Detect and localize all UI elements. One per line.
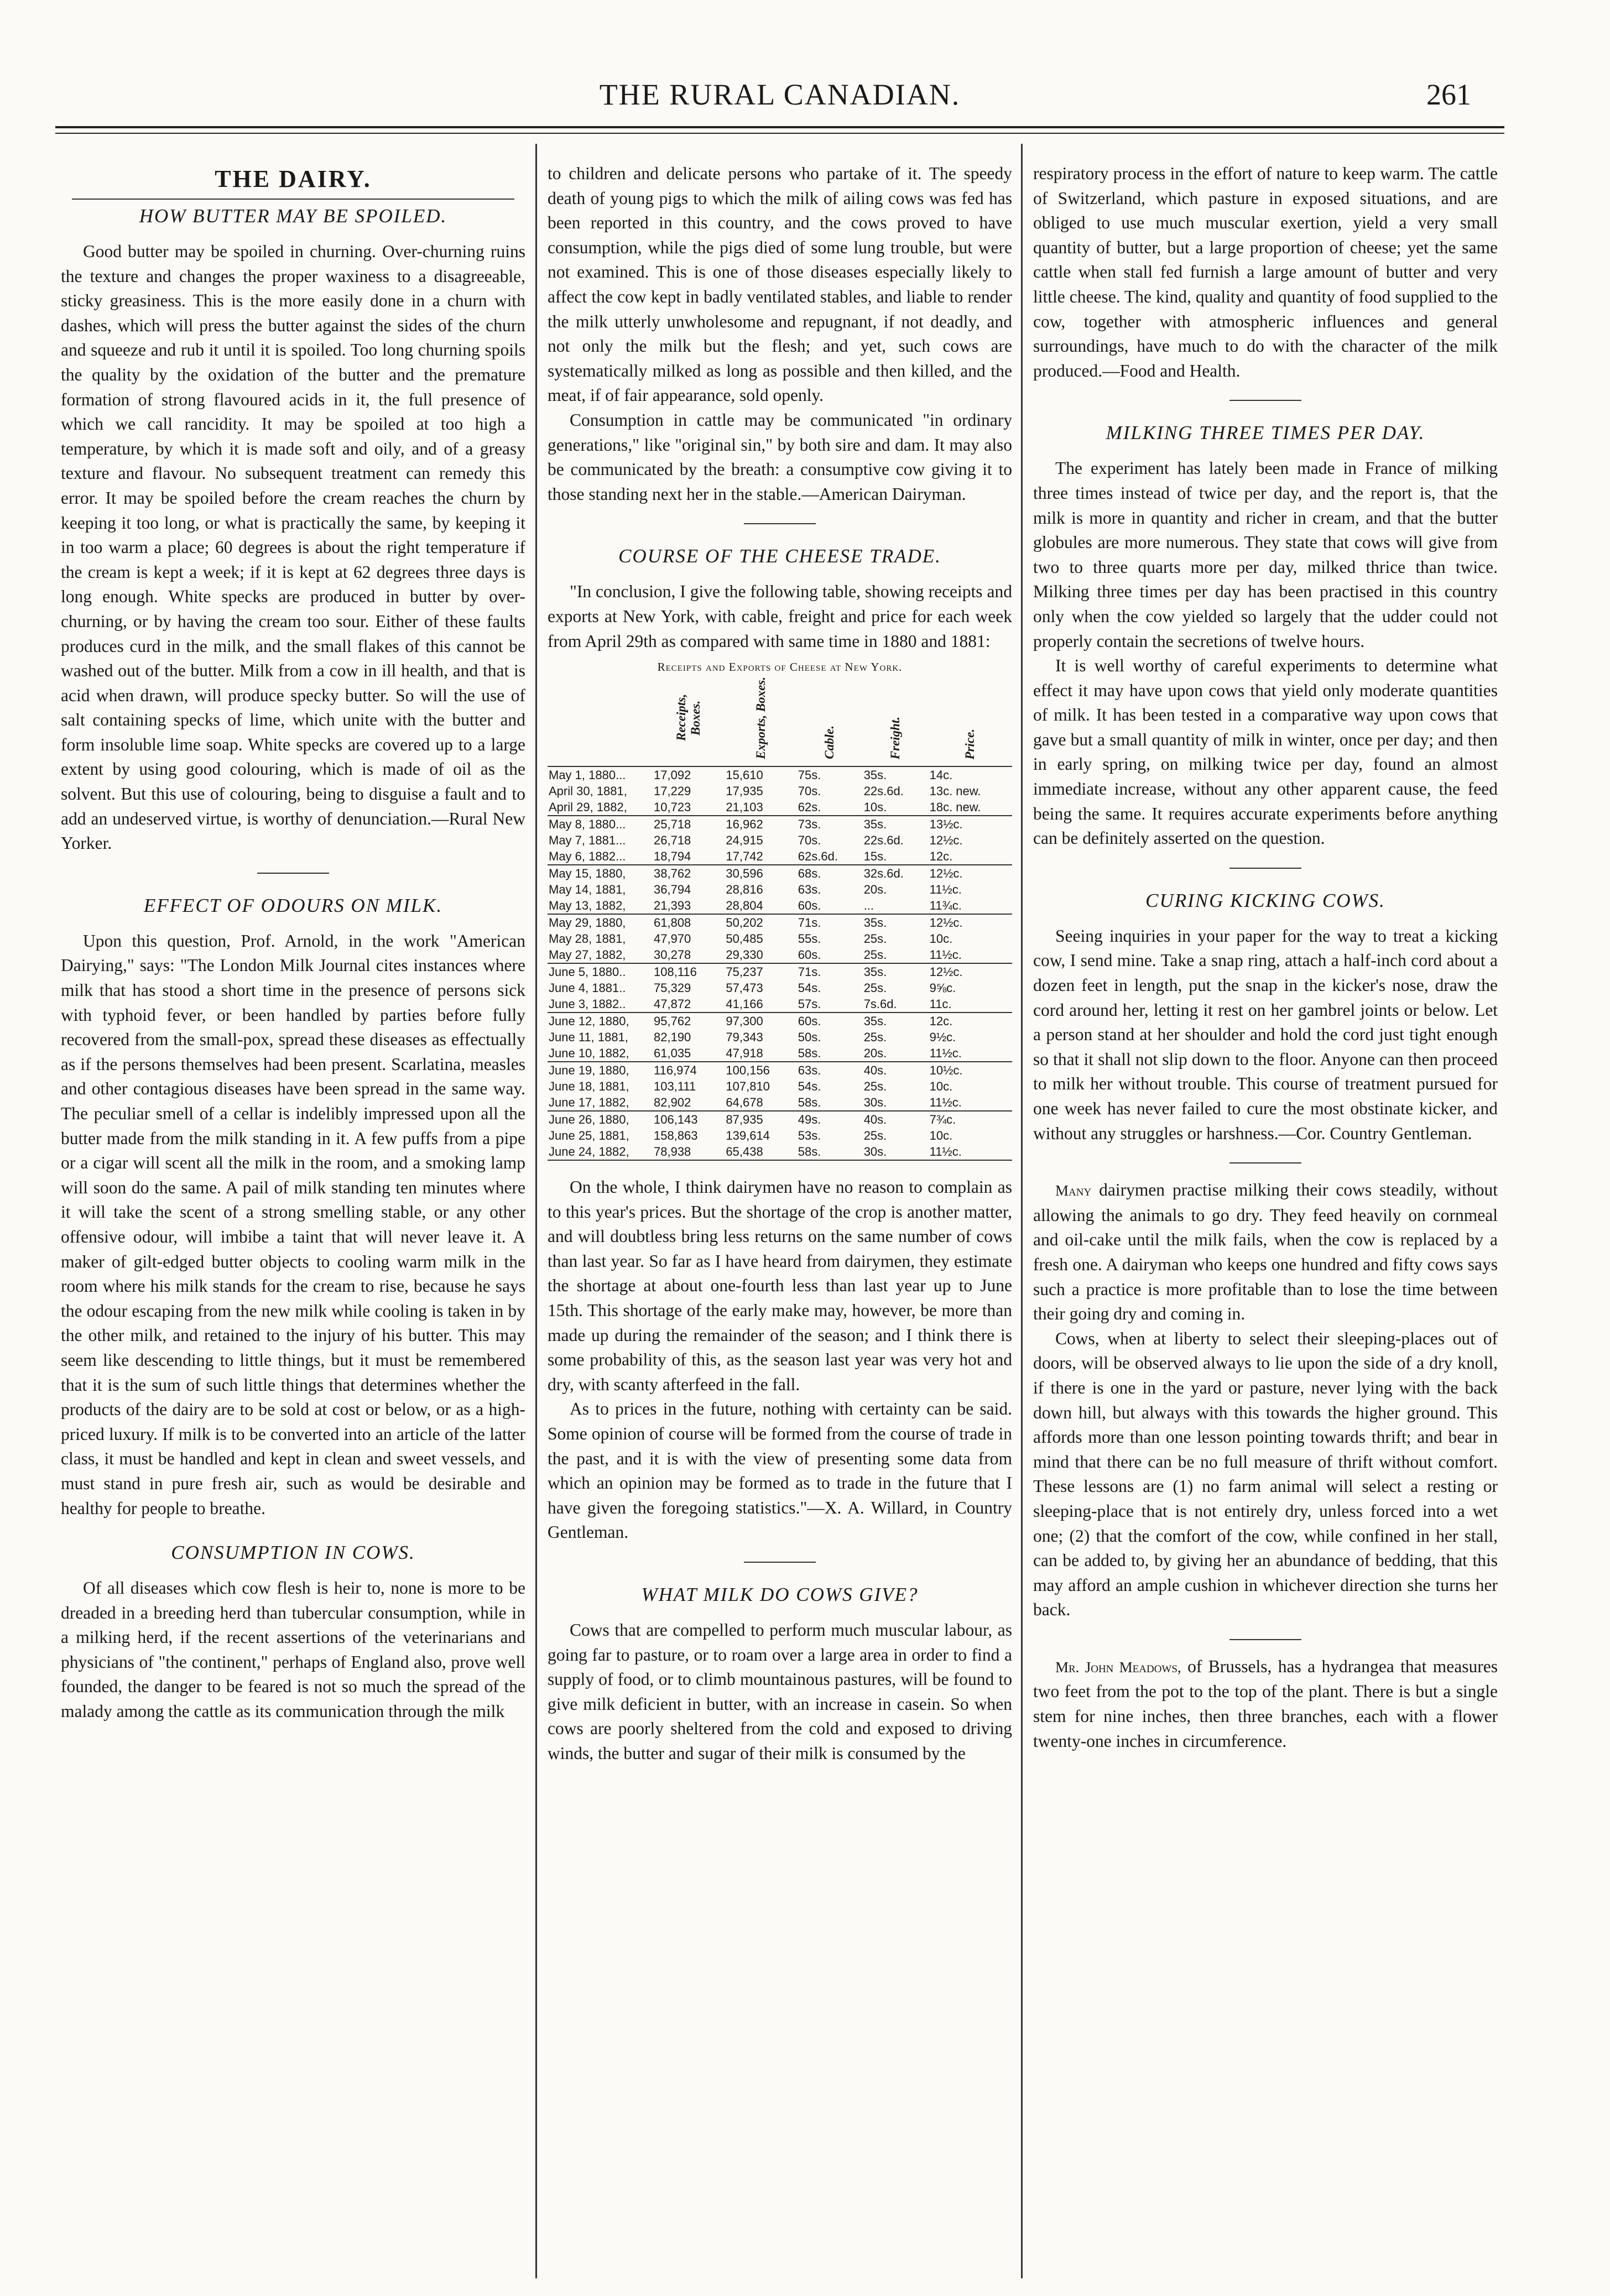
table-cell: 73s. xyxy=(797,816,863,832)
article-body-butter: Good butter may be spoiled in churning. Over-churning ruins the texture and changes the proper waxiness to a disagreeable, sticky greasiness. This is the more easily done in a churn with dashes, which will press the butter against the sides of the churn and squeeze and rub it until it is spoiled. Too long churning spoils the quality by the oxidation of the butter and the premature formation of strong flavoured acids in it, the full presence of which we call rancidity. It may be spoiled at too high a temperature, by which it is made soft and oily, and of a greasy texture and flavour. No subsequent treatment can remedy this error. It may be spoiled before the cream reaches the churn by keeping it too long, or what is practically the same, by keeping it in too warm a place; 60 degrees is about the right temperature if the cream is kept a week; if it is kept at 62 degrees three days is long enough. White specks are produced in butter by over-churning, or by having the cream too sour. Either of these faults produces curd in the milk, and the small flakes of this cannot be washed out of the butter. Milk from a cow in ill health, and that is acid when drawn, will produce specky butter. So will the use of salt containing specks of lime, which unite with the butter and form insoluble lime soap. White specks are covered up to a large extent by using good colouring, which is made of oil as the solvent. But this use of colouring, being to disguise a fault and to add an undeserved virtue, is worthy of denunciation.—Rural New Yorker. xyxy=(61,242,525,853)
table-cell: 35s. xyxy=(863,1013,929,1029)
table-row xyxy=(548,799,1012,816)
table-row xyxy=(548,766,1012,783)
table-header-cable: Cable. xyxy=(797,676,863,766)
article-title-cheese: COURSE OF THE CHEESE TRADE. xyxy=(618,545,941,567)
table-cell: 57s. xyxy=(798,997,821,1011)
cheese-intro: "In conclusion, I give the following table, showing receipts and exports at New York, with cable, freight and price for each week from April 29th as compared with same time in 1880 and 1881: xyxy=(548,582,1012,651)
table-cell: 71s. xyxy=(797,914,863,931)
table-cell: 12½c. xyxy=(929,833,963,848)
table-cell: 64,678 xyxy=(726,1095,763,1110)
article-body-odours: Upon this question, Prof. Arnold, in the work "American Dairying," says: "The London Milk Journal cites instances where milk that has stood a short time in the presence of persons sick with typhoid fever, or been handled by parties before fully recovered from the small-pox, spread these diseases as effectually as if the persons themselves had been present. Scarlatina, measles and other contagious diseases have been spread in the same way. The peculiar smell of a cellar is indelibly impressed upon all the butter made from the milk standing in it. A few puffs from a pipe or a cigar will scent all the milk in the room, and a smoking lamp will soon do the same. A pail of milk standing ten minutes where it will take the scent of a strong smelling stable, or any other offensive odour, will imbibe a taint that will never leave it. A maker of gilt-edged butter objects to cooling warm milk in the room where his milk stands for the cream to rise, because he says the odour escaping from the new milk while cooling is taken in by the other milk, and retained to the injury of his butter. This may seem like descending to little things, but it must be remembered that it is the sum of such little things that determines whether the products of the dairy are to be sold at cost or below, or as a high-priced luxury. If milk is to be converted into an article of the latter class, it must be handled and kept in clean and sweet vessels, and must stand in pure fresh air, such as would be desirable and healthy for people to breathe. xyxy=(61,931,525,1518)
table-cell: 10,723 xyxy=(654,800,691,815)
table-cell: 82,190 xyxy=(654,1030,691,1045)
table-cell: 63s. xyxy=(797,1062,863,1078)
table-cell: 12½c. xyxy=(929,865,1012,881)
table-cell: 26,718 xyxy=(654,833,691,848)
table-cell: 30,596 xyxy=(725,865,796,881)
table-cell-date: May 7, 1881... xyxy=(549,833,626,848)
table-cell: 21,393 xyxy=(654,899,691,913)
article-title-milk: WHAT MILK DO COWS GIVE? xyxy=(641,1584,919,1605)
milk-continued: respiratory process in the effort of nature to keep warm. The cattle of Switzerland, which pasture in exposed situations, and are obliged to use much muscular exertion, yield a very small quantity of butter, but a large proportion of cheese; yet the same cattle when stall fed furnish a large amount of butter and very little cheese. The kind, quality and quantity of food supplied to the cow, together with atmospheric influences and general surroundings, have much to do with the character of the milk produced.—Food and Health. xyxy=(1033,164,1498,380)
table-cell-date: May 15, 1880, xyxy=(548,865,653,881)
header-rule-bottom xyxy=(55,133,1504,134)
column-2 xyxy=(548,161,1012,2285)
table-cell: 24,915 xyxy=(726,833,763,848)
table-cell: 53s. xyxy=(798,1129,821,1143)
table-cell: 55s. xyxy=(798,932,821,946)
cheese-trade-table xyxy=(548,676,1012,1161)
table-cell: ... xyxy=(863,899,874,913)
table-cell: 20s. xyxy=(863,883,887,897)
table-cell: 11½c. xyxy=(929,948,962,962)
column-3 xyxy=(1033,161,1498,2285)
table-cell-date: June 17, 1882, xyxy=(549,1095,629,1110)
table-cell: 9⅝c. xyxy=(929,981,956,995)
table-cell: 75s. xyxy=(798,768,821,782)
table-cell-date: May 1, 1880... xyxy=(549,768,626,782)
consumption-paragraph: Consumption in cattle may be communicated "in ordinary generations," like "original sin," by both sire and dam. It may also be communicated by the breath: a consumptive cow giving it to those standing next her in the stable.—American Dairyman. xyxy=(548,410,1012,504)
table-cell-date: June 25, 1881, xyxy=(549,1129,629,1143)
table-cell: 139,614 xyxy=(726,1129,770,1143)
table-row xyxy=(548,897,1012,914)
table-cell: 97,300 xyxy=(725,1013,796,1029)
table-cell: 78,938 xyxy=(653,1144,725,1160)
table-row xyxy=(548,931,1012,947)
milking-paragraph-1: The experiment has lately been made in France of milking three times instead of twice per day, and the report is, that the milk is more in quantity and richer in cream, and that the butter globules are more numerous. They state that cows will give from two to three quarts more per day, milked thrice than twice. Milking three times per day has been practised in this country only when the cow yielded so largely that the udder could not properly contain the secretions of twelve hours. xyxy=(1033,458,1498,651)
article-body-milk: Cows that are compelled to perform much muscular labour, as going far to pasture, or to roam over a large area in order to find a supply of food, or to climb mountainous pastures, will be found to give milk deficient in butter, with an increase in casein. So when cows are poorly sheltered from the cold and exposed to driving winds, the butter and sugar of their milk is consumed by the xyxy=(548,1620,1012,1763)
article-separator xyxy=(1229,1639,1301,1640)
table-cell: 60s. xyxy=(798,948,821,962)
table-cell-date: June 19, 1880, xyxy=(548,1062,653,1078)
table-cell: 58s. xyxy=(797,1144,863,1160)
table-header-date xyxy=(548,676,653,766)
table-cell: 41,166 xyxy=(726,997,763,1011)
note-text: dairymen practise milking their cows steadily, without allowing the animals to go dry. They feed heavily on cornmeal and oil-cake until the milk fails, when the cow is replaced by a fresh one. A dairyman who keeps one hundred and fifty cows says such a practice is more profitable than to lose the time between their going dry and coming in. xyxy=(1033,1180,1498,1324)
table-row xyxy=(548,1128,1012,1144)
table-body xyxy=(548,766,1012,1160)
note-dairymen-paragraph-1 xyxy=(1033,1178,1498,1327)
table-cell: 62s.6d. xyxy=(798,849,838,864)
table-cell: 82,902 xyxy=(654,1095,691,1110)
table-cell: 22s.6d. xyxy=(863,833,904,848)
table-row xyxy=(548,996,1012,1013)
table-cell: 11½c. xyxy=(929,1046,962,1061)
table-cell: 13½c. xyxy=(929,816,1012,832)
table-row xyxy=(548,963,1012,980)
table-cell: 12½c. xyxy=(929,914,1012,931)
table-row xyxy=(548,1029,1012,1045)
column-rule-right xyxy=(1021,144,1023,2278)
table-cell-date: June 26, 1880, xyxy=(548,1111,653,1128)
table-header-freight: Freight. xyxy=(863,676,929,766)
table-cell-date: May 28, 1881, xyxy=(549,932,626,946)
table-cell: 61,808 xyxy=(653,914,725,931)
note-lead: Mr. John Meadows, xyxy=(1055,1658,1181,1676)
table-cell-date: May 6, 1882... xyxy=(549,849,626,864)
article-separator xyxy=(1229,1162,1301,1163)
table-header-price: Price. xyxy=(929,676,1012,766)
table-cell: 38,762 xyxy=(653,865,725,881)
table-cell: 25s. xyxy=(863,1030,887,1045)
table-row xyxy=(548,1062,1012,1078)
table-cell: 65,438 xyxy=(725,1144,796,1160)
table-cell: 75,329 xyxy=(654,981,691,995)
table-cell: 25s. xyxy=(863,1129,887,1143)
article-separator xyxy=(257,873,329,874)
table-cell: 12½c. xyxy=(929,963,1012,980)
table-cell: 15,610 xyxy=(726,768,763,782)
table-row xyxy=(548,1013,1012,1029)
table-row xyxy=(548,1111,1012,1128)
table-cell: 13c. new. xyxy=(929,784,981,799)
table-row xyxy=(548,865,1012,881)
table-cell: 106,143 xyxy=(653,1111,725,1128)
table-cell: 60s. xyxy=(798,899,821,913)
table-cell: 50,485 xyxy=(726,932,763,946)
table-cell: 35s. xyxy=(863,768,887,782)
table-row xyxy=(548,832,1012,848)
table-cell: 36,794 xyxy=(654,883,691,897)
note-lead: Many xyxy=(1055,1182,1092,1199)
table-row xyxy=(548,1144,1012,1160)
table-cell: 95,762 xyxy=(653,1013,725,1029)
table-cell: 32s.6d. xyxy=(863,865,929,881)
table-header-exports: Exports, Boxes. xyxy=(725,676,796,766)
cheese-paragraph-2: As to prices in the future, nothing with certainty can be said. Some opinion of course will be formed from the course of trade in the past, and it is with the view of presenting some data from which an opinion may be formed as to trade in the future that I have given the foregoing statistics."—X. A. Willard, in Country Gentleman. xyxy=(548,1399,1012,1542)
table-cell: 17,092 xyxy=(654,768,691,782)
table-cell: 70s. xyxy=(798,784,821,799)
table-cell-date: May 14, 1881, xyxy=(549,883,626,897)
table-cell: 71s. xyxy=(797,963,863,980)
table-cell: 103,111 xyxy=(654,1079,696,1094)
table-cell-date: June 24, 1882, xyxy=(548,1144,653,1160)
note-text: of Brussels, has a hydrangea that measures two feet from the pot to the top of the plant. There is but a single stem for nine inches, then three branches, each with a flower twenty-one inches in circumference. xyxy=(1033,1656,1498,1751)
table-cell: 57,473 xyxy=(726,981,763,995)
table-cell: 12c. xyxy=(929,849,953,864)
table-cell: 28,816 xyxy=(726,883,763,897)
table-cell: 50s. xyxy=(798,1030,821,1045)
table-cell: 25s. xyxy=(863,948,887,962)
page-number: 261 xyxy=(1426,78,1471,111)
table-cell: 47,970 xyxy=(654,932,691,946)
table-cell-date: May 29, 1880, xyxy=(548,914,653,931)
article-title-butter: HOW BUTTER MAY BE SPOILED. xyxy=(139,205,447,227)
table-cell: 49s. xyxy=(797,1111,863,1128)
running-title: THE RURAL CANADIAN. xyxy=(599,78,961,111)
table-cell: 30,278 xyxy=(654,948,691,962)
table-cell: 10c. xyxy=(929,1079,953,1094)
table-row xyxy=(548,783,1012,799)
table-cell: 21,103 xyxy=(726,800,763,815)
table-cell-date: June 4, 1881.. xyxy=(549,981,626,995)
table-cell: 116,974 xyxy=(653,1062,725,1078)
article-title-consumption: CONSUMPTION IN COWS. xyxy=(171,1542,415,1564)
table-cell: 100,156 xyxy=(725,1062,796,1078)
table-cell: 14c. xyxy=(929,768,953,782)
table-cell: 62s. xyxy=(798,800,821,815)
table-row xyxy=(548,816,1012,832)
table-cell: 47,872 xyxy=(654,997,691,1011)
table-cell: 87,935 xyxy=(725,1111,796,1128)
table-cell: 25,718 xyxy=(653,816,725,832)
article-separator xyxy=(744,523,816,524)
table-cell: 20s. xyxy=(863,1046,887,1061)
column-rule-left xyxy=(535,144,537,2278)
table-cell: 10s. xyxy=(863,800,887,815)
table-cell: 58s. xyxy=(798,1046,821,1061)
table-cell: 25s. xyxy=(863,981,887,995)
table-cell: 158,863 xyxy=(654,1129,698,1143)
table-row xyxy=(548,980,1012,996)
table-cell: 25s. xyxy=(863,1079,887,1094)
consumption-continued: to children and delicate persons who partake of it. The speedy death of young pigs to which the milk of ailing cows was fed has been reported in this country, and the cows proved to have consumption, while the pigs died of some lung trouble, but were not examined. This is one of those diseases especially likely to affect the cow kept in badly ventilated stables, and liable to render the milk utterly unwholesome and repugnant, if not deadly, and not only the milk but the flesh; and yet, such cows are systematically milked as long as possible and then killed, and the meat, if of fair appearance, sold openly. xyxy=(548,164,1012,405)
table-cell: 70s. xyxy=(798,833,821,848)
column-1 xyxy=(61,161,525,2285)
table-cell: 12c. xyxy=(929,1013,1012,1029)
table-cell-date: June 10, 1882, xyxy=(549,1046,629,1061)
table-cell-date: May 27, 1882, xyxy=(549,948,626,962)
article-title-odours: EFFECT OF ODOURS ON MILK. xyxy=(143,894,443,916)
table-cell: 11½c. xyxy=(929,1095,962,1110)
table-cell: 11½c. xyxy=(929,883,962,897)
table-cell: 58s. xyxy=(798,1095,821,1110)
table-cell: 50,202 xyxy=(725,914,796,931)
table-cell: 22s.6d. xyxy=(863,784,904,799)
page-header xyxy=(55,77,1504,116)
table-cell: 17,742 xyxy=(726,849,763,864)
table-row xyxy=(548,914,1012,931)
table-cell: 17,935 xyxy=(726,784,763,799)
table-row xyxy=(548,1094,1012,1111)
table-cell: 79,343 xyxy=(726,1030,763,1045)
article-separator xyxy=(744,1562,816,1563)
table-cell: 47,918 xyxy=(726,1046,763,1061)
table-cell: 25s. xyxy=(863,932,887,946)
table-cell: 18,794 xyxy=(654,849,691,864)
table-cell-date: June 12, 1880, xyxy=(548,1013,653,1029)
article-title-milking: MILKING THREE TIMES PER DAY. xyxy=(1106,422,1425,444)
table-cell: 7s.6d. xyxy=(863,997,897,1011)
table-cell-date: April 30, 1881, xyxy=(549,784,627,799)
table-cell: 28,804 xyxy=(726,899,763,913)
table-cell: 16,962 xyxy=(725,816,796,832)
department-heading: THE DAIRY. xyxy=(215,165,372,192)
table-cell: 11¾c. xyxy=(929,899,962,913)
table-cell: 29,330 xyxy=(726,948,763,962)
table-cell: 11½c. xyxy=(929,1144,1012,1160)
article-title-kicking: CURING KICKING COWS. xyxy=(1145,889,1385,911)
table-row xyxy=(548,1045,1012,1062)
table-cell: 61,035 xyxy=(654,1046,691,1061)
table-row xyxy=(548,1078,1012,1094)
table-cell: 68s. xyxy=(797,865,863,881)
table-cell: 35s. xyxy=(863,816,929,832)
table-cell: 10c. xyxy=(929,932,953,946)
table-cell: 30s. xyxy=(863,1095,887,1110)
table-cell-date: May 8, 1880... xyxy=(548,816,653,832)
table-cell: 15s. xyxy=(863,849,887,864)
header-rule-top xyxy=(55,126,1504,128)
table-row xyxy=(548,848,1012,865)
article-separator xyxy=(1229,868,1301,869)
table-cell-date: April 29, 1882, xyxy=(549,800,627,815)
table-cell: 11c. xyxy=(929,997,952,1011)
table-cell: 107,810 xyxy=(726,1079,770,1094)
table-cell: 18c. new. xyxy=(929,800,981,815)
milking-paragraph-2: It is well worthy of careful experiments to determine what effect it may have upon cows that yield only moderate quantities of milk. It has been tested in a comparative way upon cows that gave but a small quantity of milk in winter, once per day; and then in early spring, on milking twice per day, found an almost immediate increase, without any other apparent cause, the feed being the same. It requires accurate experiments before anything can be definitely asserted on the question. xyxy=(1033,656,1498,848)
table-cell-date: June 18, 1881, xyxy=(549,1079,629,1094)
note-hydrangea xyxy=(1033,1655,1498,1754)
table-cell: 40s. xyxy=(863,1111,929,1128)
table-cell: 10c. xyxy=(929,1129,953,1143)
table-row xyxy=(548,881,1012,897)
table-cell: 35s. xyxy=(863,963,929,980)
table-cell: 35s. xyxy=(863,914,929,931)
article-body-kicking: Seeing inquiries in your paper for the way to treat a kicking cow, I send mine. Take a snap ring, attach a half-inch cord about a dozen feet in length, put the snap in the kicker's nose, draw the cord around her, letting it rest on her gambrel joints or below. Let a person stand at her shoulder and hold the cord just tight enough so that it shall not slip down to the floor. Anyone can then proceed to milk her without trouble. This course of treatment pursued for one week has never failed to cure the most obstinate kicker, and without any struggles or harshness.—Cor. Country Gentleman. xyxy=(1033,926,1498,1143)
table-cell: 54s. xyxy=(798,981,821,995)
heading-rule xyxy=(72,199,514,200)
table-cell-date: May 13, 1882, xyxy=(549,899,626,913)
table-header-receipts: Receipts, Boxes. xyxy=(653,676,725,766)
table-caption: Receipts and Exports of Cheese at New York. xyxy=(657,660,903,674)
article-separator xyxy=(1229,400,1301,401)
table-row xyxy=(548,947,1012,963)
table-cell-date: June 5, 1880.. xyxy=(548,963,653,980)
note-dairymen-paragraph-2: Cows, when at liberty to select their sleeping-places out of doors, will be observed always to lie upon the side of a dry knoll, if there is one in the yard or pasture, never lying with the back down hill, but always with this towards the higher ground. This affords more than one lesson pointing towards thrift; and bear in mind that there can be no full measure of thrift without comfort. These lessons are (1) no farm animal will select a resting or sleeping-place that is not entirely dry, unless forced into a wet one; (2) that the comfort of the cow, while confined in her stall, can be added to, by giving her an abundance of bedding, that this may afford an ample cushion in whichever direction she turns her back. xyxy=(1033,1328,1498,1620)
table-cell: 9½c. xyxy=(929,1030,956,1045)
table-cell: 10½c. xyxy=(929,1062,1012,1078)
table-cell: 30s. xyxy=(863,1144,929,1160)
table-cell: 63s. xyxy=(798,883,821,897)
table-cell: 75,237 xyxy=(725,963,796,980)
table-cell-date: June 11, 1881, xyxy=(549,1030,628,1045)
article-body-consumption: Of all diseases which cow flesh is heir to, none is more to be dreaded in a breeding herd than tubercular consumption, while in a milking herd, if the recent assertions of the veterinarians and physicians of "the continent," perhaps of England also, prove well founded, the danger to be feared is not so much the spread of the malady among the cattle as its communication through the milk xyxy=(61,1578,525,1721)
table-cell: 60s. xyxy=(797,1013,863,1029)
table-cell: 40s. xyxy=(863,1062,929,1078)
table-cell-date: June 3, 1882.. xyxy=(549,997,626,1011)
table-cell: 17,229 xyxy=(654,784,691,799)
cheese-paragraph-1: On the whole, I think dairymen have no reason to complain as to this year's prices. But the shortage of the crop is another matter, and will doubtless bring less returns on the same number of cows than last year. So far as I have heard from dairymen, they estimate the shortage at about one-fourth less than last year up to June 15th. This shortage of the early make may, however, be more than made up during the remainder of the season; and I think there is some probability of this, as the season last year was very hot and dry, with scanty afterfeed in the fall. xyxy=(548,1177,1012,1394)
table-cell: 7¾c. xyxy=(929,1111,1012,1128)
table-cell: 108,116 xyxy=(653,963,725,980)
table-cell: 54s. xyxy=(798,1079,821,1094)
